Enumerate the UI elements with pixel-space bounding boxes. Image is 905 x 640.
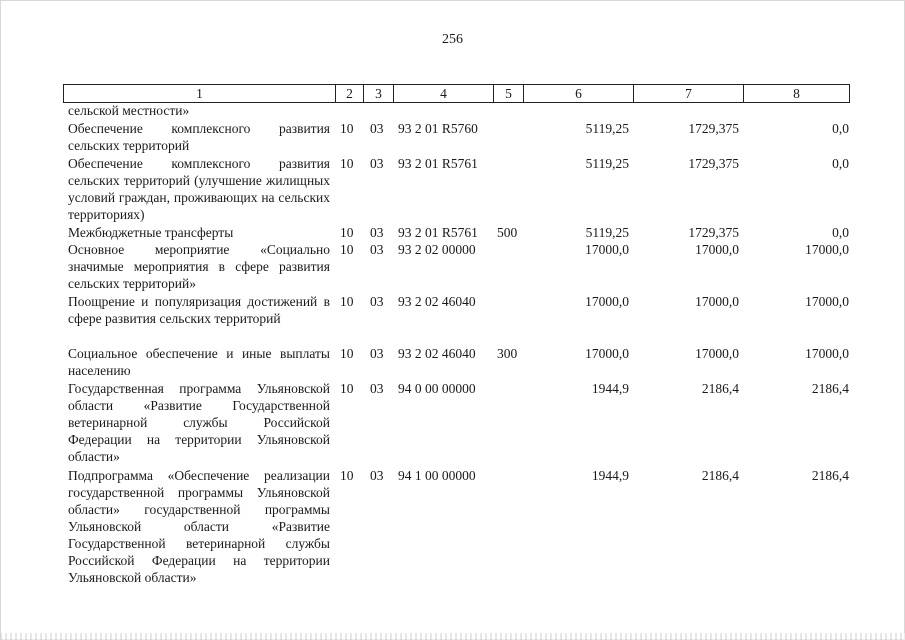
row-name: Поощрение и популяризация достижений в сфере развития сельских территорий xyxy=(68,294,330,326)
column-header-8: 8 xyxy=(793,86,800,101)
row-name: Основное мероприятие «Социально значимые мероприятия в сфере развития сельских территорий» xyxy=(68,242,330,291)
row-name: Обеспечение комплексного развития сельских территорий xyxy=(68,121,330,153)
row-amount-7: 17000,0 xyxy=(695,346,739,361)
row-section: 10 xyxy=(340,156,354,171)
row-amount-7: 17000,0 xyxy=(695,294,739,309)
row-subsection: 03 xyxy=(370,381,384,396)
column-header-3: 3 xyxy=(364,85,394,102)
row-target-code: 93 2 01 R5761 xyxy=(398,225,478,240)
row-subsection: 03 xyxy=(370,121,384,136)
column-header-2: 2 xyxy=(336,85,364,102)
row-name: Обеспечение комплексного развития сельских территорий (улучшение жилищных условий граждан, проживающих на сельских территориях) xyxy=(68,156,330,222)
row-amount-8: 17000,0 xyxy=(805,294,849,309)
row-amount-8: 2186,4 xyxy=(811,381,849,396)
row-amount-6: 1944,9 xyxy=(591,468,629,483)
row-amount-7: 1729,375 xyxy=(688,156,739,171)
table-header xyxy=(63,84,850,103)
row-amount-7: 2186,4 xyxy=(701,381,739,396)
row-target-code: 94 1 00 00000 xyxy=(398,468,476,483)
row-subsection: 03 xyxy=(370,294,384,309)
row-expense-type: 300 xyxy=(497,346,518,361)
row-amount-6: 17000,0 xyxy=(585,242,629,257)
row-amount-8: 17000,0 xyxy=(805,242,849,257)
row-amount-8: 2186,4 xyxy=(811,468,849,483)
row-subsection: 03 xyxy=(370,156,384,171)
row-name: Подпрограмма «Обеспечение реализации государственной программы Ульяновской области» государственной программы Ульяновской области «Развитие Государственной ветеринарной службы Российской Федерации на территории Ульяновской области» xyxy=(68,468,330,585)
row-target-code: 94 0 00 00000 xyxy=(398,381,476,396)
row-amount-6: 5119,25 xyxy=(585,225,629,240)
column-header-4: 4 xyxy=(394,85,494,102)
row-subsection: 03 xyxy=(370,468,384,483)
row-target-code: 93 2 02 46040 xyxy=(398,294,476,309)
column-header-6: 6 xyxy=(524,85,634,102)
row-amount-8: 0,0 xyxy=(832,225,849,240)
row-amount-7: 2186,4 xyxy=(701,468,739,483)
row-section: 10 xyxy=(340,242,354,257)
row-amount-8: 17000,0 xyxy=(805,346,849,361)
row-section: 10 xyxy=(340,468,354,483)
row-expense-type: 500 xyxy=(497,225,518,240)
row-section: 10 xyxy=(340,225,354,240)
row-target-code: 93 2 01 R5761 xyxy=(398,156,478,171)
column-header-7: 7 xyxy=(634,85,744,102)
row-amount-6: 17000,0 xyxy=(585,346,629,361)
row-amount-8: 0,0 xyxy=(832,121,849,136)
row-amount-6: 1944,9 xyxy=(591,381,629,396)
row-section: 10 xyxy=(340,294,354,309)
row-subsection: 03 xyxy=(370,242,384,257)
row-name: Межбюджетные трансферты xyxy=(68,225,234,240)
scan-artifact-strip xyxy=(0,633,905,640)
row-amount-6: 17000,0 xyxy=(585,294,629,309)
row-name: Государственная программа Ульяновской области «Развитие Государственной ветеринарной службы Российской Федерации на территории Ульяновской области» xyxy=(68,381,330,464)
row-section: 10 xyxy=(340,121,354,136)
page-number: 256 xyxy=(442,32,463,47)
row-name: сельской местности» xyxy=(68,103,190,118)
row-section: 10 xyxy=(340,381,354,396)
row-section: 10 xyxy=(340,346,354,361)
row-subsection: 03 xyxy=(370,225,384,240)
row-target-code: 93 2 02 46040 xyxy=(398,346,476,361)
row-name: Социальное обеспечение и иные выплаты населению xyxy=(68,346,330,378)
row-target-code: 93 2 01 R5760 xyxy=(398,121,478,136)
row-subsection: 03 xyxy=(370,346,384,361)
row-amount-6: 5119,25 xyxy=(585,121,629,136)
row-amount-7: 1729,375 xyxy=(688,225,739,240)
column-header-1: 1 xyxy=(64,85,336,102)
row-amount-8: 0,0 xyxy=(832,156,849,171)
column-header-5: 5 xyxy=(494,85,524,102)
row-target-code: 93 2 02 00000 xyxy=(398,242,476,257)
row-amount-6: 5119,25 xyxy=(585,156,629,171)
row-amount-7: 1729,375 xyxy=(688,121,739,136)
row-amount-7: 17000,0 xyxy=(695,242,739,257)
